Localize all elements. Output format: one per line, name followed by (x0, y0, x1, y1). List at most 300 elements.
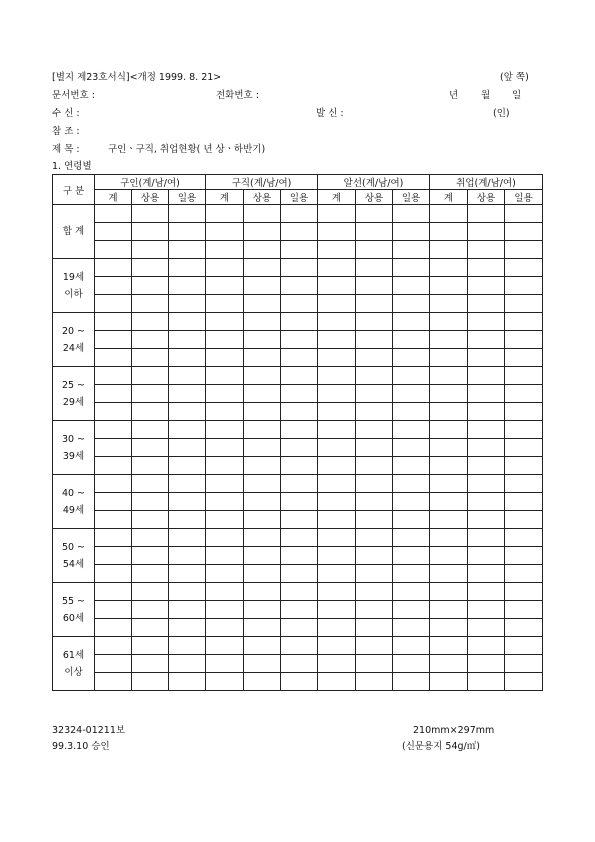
data-cell[interactable] (356, 673, 393, 691)
data-cell[interactable] (132, 403, 169, 421)
data-cell[interactable] (505, 475, 543, 493)
data-cell[interactable] (430, 619, 468, 637)
data-cell[interactable] (505, 223, 543, 241)
data-cell[interactable] (132, 493, 169, 511)
data-cell[interactable] (244, 601, 281, 619)
data-cell[interactable] (430, 673, 468, 691)
data-cell[interactable] (505, 601, 543, 619)
data-cell[interactable] (505, 205, 543, 223)
data-cell[interactable] (356, 313, 393, 331)
data-cell[interactable] (318, 457, 356, 475)
data-cell[interactable] (244, 421, 281, 439)
data-cell[interactable] (505, 565, 543, 583)
data-cell[interactable] (430, 277, 468, 295)
data-cell[interactable] (356, 457, 393, 475)
data-cell[interactable] (468, 205, 505, 223)
data-cell[interactable] (468, 241, 505, 259)
data-cell[interactable] (132, 475, 169, 493)
data-cell[interactable] (132, 313, 169, 331)
data-cell[interactable] (206, 547, 244, 565)
data-cell[interactable] (430, 457, 468, 475)
data-cell[interactable] (95, 529, 132, 547)
data-cell[interactable] (318, 511, 356, 529)
data-cell[interactable] (393, 601, 430, 619)
data-cell[interactable] (505, 493, 543, 511)
data-cell[interactable] (95, 565, 132, 583)
data-cell[interactable] (169, 457, 206, 475)
data-cell[interactable] (356, 205, 393, 223)
data-cell[interactable] (132, 619, 169, 637)
data-cell[interactable] (356, 241, 393, 259)
data-cell[interactable] (169, 493, 206, 511)
data-cell[interactable] (244, 403, 281, 421)
data-cell[interactable] (468, 223, 505, 241)
data-cell[interactable] (281, 295, 318, 313)
data-cell[interactable] (430, 295, 468, 313)
data-cell[interactable] (281, 673, 318, 691)
data-cell[interactable] (505, 619, 543, 637)
data-cell[interactable] (281, 529, 318, 547)
data-cell[interactable] (132, 205, 169, 223)
data-cell[interactable] (206, 349, 244, 367)
data-cell[interactable] (356, 619, 393, 637)
data-cell[interactable] (356, 565, 393, 583)
data-cell[interactable] (318, 331, 356, 349)
data-cell[interactable] (244, 259, 281, 277)
data-cell[interactable] (206, 529, 244, 547)
data-cell[interactable] (468, 619, 505, 637)
data-cell[interactable] (132, 583, 169, 601)
data-cell[interactable] (393, 493, 430, 511)
data-cell[interactable] (393, 421, 430, 439)
data-cell[interactable] (505, 529, 543, 547)
data-cell[interactable] (356, 601, 393, 619)
data-cell[interactable] (468, 511, 505, 529)
data-cell[interactable] (356, 637, 393, 655)
data-cell[interactable] (356, 655, 393, 673)
data-cell[interactable] (393, 349, 430, 367)
data-cell[interactable] (505, 439, 543, 457)
data-cell[interactable] (318, 277, 356, 295)
data-cell[interactable] (430, 439, 468, 457)
data-cell[interactable] (505, 655, 543, 673)
data-cell[interactable] (430, 421, 468, 439)
data-cell[interactable] (244, 331, 281, 349)
data-cell[interactable] (356, 331, 393, 349)
data-cell[interactable] (430, 367, 468, 385)
data-cell[interactable] (318, 529, 356, 547)
data-cell[interactable] (505, 583, 543, 601)
data-cell[interactable] (468, 439, 505, 457)
data-cell[interactable] (244, 619, 281, 637)
data-cell[interactable] (281, 223, 318, 241)
data-cell[interactable] (468, 673, 505, 691)
data-cell[interactable] (430, 241, 468, 259)
data-cell[interactable] (169, 565, 206, 583)
data-cell[interactable] (393, 565, 430, 583)
data-cell[interactable] (281, 367, 318, 385)
data-cell[interactable] (318, 655, 356, 673)
data-cell[interactable] (318, 601, 356, 619)
data-cell[interactable] (95, 655, 132, 673)
data-cell[interactable] (206, 277, 244, 295)
data-cell[interactable] (468, 385, 505, 403)
data-cell[interactable] (393, 529, 430, 547)
data-cell[interactable] (95, 619, 132, 637)
data-cell[interactable] (132, 367, 169, 385)
data-cell[interactable] (95, 241, 132, 259)
data-cell[interactable] (206, 205, 244, 223)
data-cell[interactable] (505, 241, 543, 259)
data-cell[interactable] (468, 637, 505, 655)
data-cell[interactable] (206, 223, 244, 241)
data-cell[interactable] (206, 367, 244, 385)
data-cell[interactable] (468, 367, 505, 385)
data-cell[interactable] (468, 601, 505, 619)
data-cell[interactable] (281, 205, 318, 223)
data-cell[interactable] (132, 565, 169, 583)
data-cell[interactable] (356, 349, 393, 367)
data-cell[interactable] (430, 223, 468, 241)
data-cell[interactable] (206, 241, 244, 259)
data-cell[interactable] (505, 403, 543, 421)
data-cell[interactable] (169, 223, 206, 241)
data-cell[interactable] (393, 385, 430, 403)
data-cell[interactable] (244, 367, 281, 385)
data-cell[interactable] (132, 331, 169, 349)
data-cell[interactable] (169, 367, 206, 385)
data-cell[interactable] (468, 655, 505, 673)
data-cell[interactable] (281, 637, 318, 655)
data-cell[interactable] (132, 655, 169, 673)
data-cell[interactable] (430, 475, 468, 493)
data-cell[interactable] (95, 511, 132, 529)
data-cell[interactable] (505, 457, 543, 475)
data-cell[interactable] (95, 205, 132, 223)
data-cell[interactable] (430, 493, 468, 511)
data-cell[interactable] (95, 421, 132, 439)
data-cell[interactable] (468, 457, 505, 475)
data-cell[interactable] (206, 385, 244, 403)
data-cell[interactable] (318, 673, 356, 691)
data-cell[interactable] (393, 331, 430, 349)
data-cell[interactable] (244, 475, 281, 493)
data-cell[interactable] (468, 403, 505, 421)
data-cell[interactable] (169, 655, 206, 673)
data-cell[interactable] (281, 547, 318, 565)
data-cell[interactable] (95, 277, 132, 295)
data-cell[interactable] (95, 673, 132, 691)
data-cell[interactable] (132, 511, 169, 529)
data-cell[interactable] (393, 403, 430, 421)
data-cell[interactable] (393, 295, 430, 313)
data-cell[interactable] (393, 547, 430, 565)
data-cell[interactable] (505, 277, 543, 295)
data-cell[interactable] (244, 223, 281, 241)
data-cell[interactable] (318, 637, 356, 655)
data-cell[interactable] (468, 277, 505, 295)
data-cell[interactable] (430, 259, 468, 277)
data-cell[interactable] (281, 277, 318, 295)
data-cell[interactable] (281, 385, 318, 403)
data-cell[interactable] (244, 511, 281, 529)
data-cell[interactable] (393, 673, 430, 691)
data-cell[interactable] (244, 565, 281, 583)
data-cell[interactable] (505, 673, 543, 691)
data-cell[interactable] (132, 223, 169, 241)
data-cell[interactable] (206, 493, 244, 511)
data-cell[interactable] (281, 511, 318, 529)
data-cell[interactable] (95, 349, 132, 367)
data-cell[interactable] (505, 313, 543, 331)
data-cell[interactable] (430, 511, 468, 529)
data-cell[interactable] (393, 457, 430, 475)
data-cell[interactable] (281, 331, 318, 349)
data-cell[interactable] (468, 475, 505, 493)
data-cell[interactable] (393, 367, 430, 385)
data-cell[interactable] (430, 403, 468, 421)
data-cell[interactable] (169, 349, 206, 367)
data-cell[interactable] (244, 349, 281, 367)
data-cell[interactable] (95, 637, 132, 655)
data-cell[interactable] (356, 493, 393, 511)
data-cell[interactable] (206, 637, 244, 655)
data-cell[interactable] (318, 403, 356, 421)
data-cell[interactable] (95, 583, 132, 601)
data-cell[interactable] (132, 457, 169, 475)
data-cell[interactable] (468, 547, 505, 565)
data-cell[interactable] (356, 547, 393, 565)
data-cell[interactable] (206, 511, 244, 529)
data-cell[interactable] (95, 367, 132, 385)
data-cell[interactable] (132, 547, 169, 565)
data-cell[interactable] (318, 565, 356, 583)
data-cell[interactable] (468, 583, 505, 601)
data-cell[interactable] (356, 385, 393, 403)
data-cell[interactable] (95, 385, 132, 403)
data-cell[interactable] (393, 259, 430, 277)
data-cell[interactable] (206, 475, 244, 493)
data-cell[interactable] (430, 547, 468, 565)
data-cell[interactable] (244, 637, 281, 655)
data-cell[interactable] (505, 421, 543, 439)
data-cell[interactable] (505, 511, 543, 529)
data-cell[interactable] (206, 439, 244, 457)
data-cell[interactable] (169, 637, 206, 655)
data-cell[interactable] (95, 547, 132, 565)
data-cell[interactable] (95, 439, 132, 457)
data-cell[interactable] (132, 295, 169, 313)
data-cell[interactable] (430, 529, 468, 547)
data-cell[interactable] (393, 655, 430, 673)
data-cell[interactable] (206, 673, 244, 691)
data-cell[interactable] (206, 565, 244, 583)
data-cell[interactable] (393, 439, 430, 457)
data-cell[interactable] (95, 457, 132, 475)
data-cell[interactable] (505, 295, 543, 313)
data-cell[interactable] (281, 619, 318, 637)
data-cell[interactable] (318, 241, 356, 259)
data-cell[interactable] (468, 493, 505, 511)
data-cell[interactable] (169, 277, 206, 295)
data-cell[interactable] (281, 259, 318, 277)
data-cell[interactable] (318, 439, 356, 457)
data-cell[interactable] (430, 313, 468, 331)
data-cell[interactable] (393, 313, 430, 331)
data-cell[interactable] (95, 601, 132, 619)
data-cell[interactable] (281, 475, 318, 493)
data-cell[interactable] (244, 277, 281, 295)
data-cell[interactable] (430, 349, 468, 367)
data-cell[interactable] (356, 511, 393, 529)
data-cell[interactable] (356, 403, 393, 421)
data-cell[interactable] (169, 475, 206, 493)
data-cell[interactable] (244, 241, 281, 259)
data-cell[interactable] (132, 241, 169, 259)
data-cell[interactable] (169, 205, 206, 223)
data-cell[interactable] (468, 421, 505, 439)
data-cell[interactable] (206, 295, 244, 313)
data-cell[interactable] (468, 313, 505, 331)
data-cell[interactable] (244, 295, 281, 313)
data-cell[interactable] (206, 403, 244, 421)
data-cell[interactable] (169, 439, 206, 457)
data-cell[interactable] (95, 493, 132, 511)
data-cell[interactable] (356, 529, 393, 547)
data-cell[interactable] (281, 565, 318, 583)
data-cell[interactable] (244, 673, 281, 691)
data-cell[interactable] (281, 439, 318, 457)
data-cell[interactable] (356, 223, 393, 241)
data-cell[interactable] (505, 259, 543, 277)
data-cell[interactable] (468, 295, 505, 313)
data-cell[interactable] (281, 655, 318, 673)
data-cell[interactable] (393, 619, 430, 637)
data-cell[interactable] (318, 367, 356, 385)
data-cell[interactable] (281, 457, 318, 475)
data-cell[interactable] (169, 241, 206, 259)
data-cell[interactable] (393, 475, 430, 493)
data-cell[interactable] (393, 205, 430, 223)
data-cell[interactable] (393, 277, 430, 295)
data-cell[interactable] (244, 547, 281, 565)
data-cell[interactable] (318, 349, 356, 367)
data-cell[interactable] (318, 493, 356, 511)
data-cell[interactable] (430, 565, 468, 583)
data-cell[interactable] (318, 547, 356, 565)
data-cell[interactable] (430, 655, 468, 673)
data-cell[interactable] (356, 367, 393, 385)
data-cell[interactable] (95, 223, 132, 241)
data-cell[interactable] (318, 313, 356, 331)
data-cell[interactable] (169, 583, 206, 601)
data-cell[interactable] (318, 295, 356, 313)
data-cell[interactable] (468, 349, 505, 367)
data-cell[interactable] (318, 619, 356, 637)
data-cell[interactable] (430, 637, 468, 655)
data-cell[interactable] (505, 385, 543, 403)
data-cell[interactable] (132, 529, 169, 547)
data-cell[interactable] (393, 511, 430, 529)
data-cell[interactable] (206, 601, 244, 619)
data-cell[interactable] (206, 457, 244, 475)
data-cell[interactable] (318, 259, 356, 277)
data-cell[interactable] (169, 601, 206, 619)
data-cell[interactable] (244, 205, 281, 223)
data-cell[interactable] (318, 385, 356, 403)
data-cell[interactable] (244, 529, 281, 547)
data-cell[interactable] (281, 313, 318, 331)
data-cell[interactable] (244, 385, 281, 403)
data-cell[interactable] (430, 385, 468, 403)
data-cell[interactable] (132, 349, 169, 367)
data-cell[interactable] (132, 385, 169, 403)
data-cell[interactable] (244, 457, 281, 475)
data-cell[interactable] (132, 277, 169, 295)
data-cell[interactable] (356, 259, 393, 277)
data-cell[interactable] (169, 331, 206, 349)
data-cell[interactable] (430, 331, 468, 349)
data-cell[interactable] (95, 403, 132, 421)
data-cell[interactable] (169, 403, 206, 421)
data-cell[interactable] (206, 421, 244, 439)
data-cell[interactable] (169, 511, 206, 529)
data-cell[interactable] (281, 601, 318, 619)
data-cell[interactable] (318, 475, 356, 493)
data-cell[interactable] (206, 655, 244, 673)
data-cell[interactable] (356, 295, 393, 313)
data-cell[interactable] (206, 259, 244, 277)
data-cell[interactable] (393, 637, 430, 655)
data-cell[interactable] (95, 331, 132, 349)
data-cell[interactable] (430, 205, 468, 223)
data-cell[interactable] (244, 583, 281, 601)
data-cell[interactable] (318, 583, 356, 601)
data-cell[interactable] (169, 421, 206, 439)
data-cell[interactable] (505, 367, 543, 385)
data-cell[interactable] (393, 583, 430, 601)
data-cell[interactable] (393, 223, 430, 241)
data-cell[interactable] (95, 475, 132, 493)
data-cell[interactable] (356, 421, 393, 439)
data-cell[interactable] (281, 403, 318, 421)
data-cell[interactable] (132, 439, 169, 457)
data-cell[interactable] (505, 547, 543, 565)
data-cell[interactable] (393, 241, 430, 259)
data-cell[interactable] (169, 385, 206, 403)
data-cell[interactable] (356, 277, 393, 295)
data-cell[interactable] (505, 331, 543, 349)
data-cell[interactable] (430, 601, 468, 619)
data-cell[interactable] (206, 583, 244, 601)
data-cell[interactable] (206, 619, 244, 637)
data-cell[interactable] (95, 295, 132, 313)
data-cell[interactable] (169, 619, 206, 637)
data-cell[interactable] (132, 637, 169, 655)
data-cell[interactable] (206, 313, 244, 331)
data-cell[interactable] (244, 313, 281, 331)
data-cell[interactable] (318, 421, 356, 439)
data-cell[interactable] (356, 439, 393, 457)
data-cell[interactable] (132, 259, 169, 277)
data-cell[interactable] (430, 583, 468, 601)
data-cell[interactable] (281, 349, 318, 367)
data-cell[interactable] (132, 421, 169, 439)
data-cell[interactable] (468, 331, 505, 349)
data-cell[interactable] (356, 475, 393, 493)
data-cell[interactable] (281, 421, 318, 439)
data-cell[interactable] (169, 673, 206, 691)
